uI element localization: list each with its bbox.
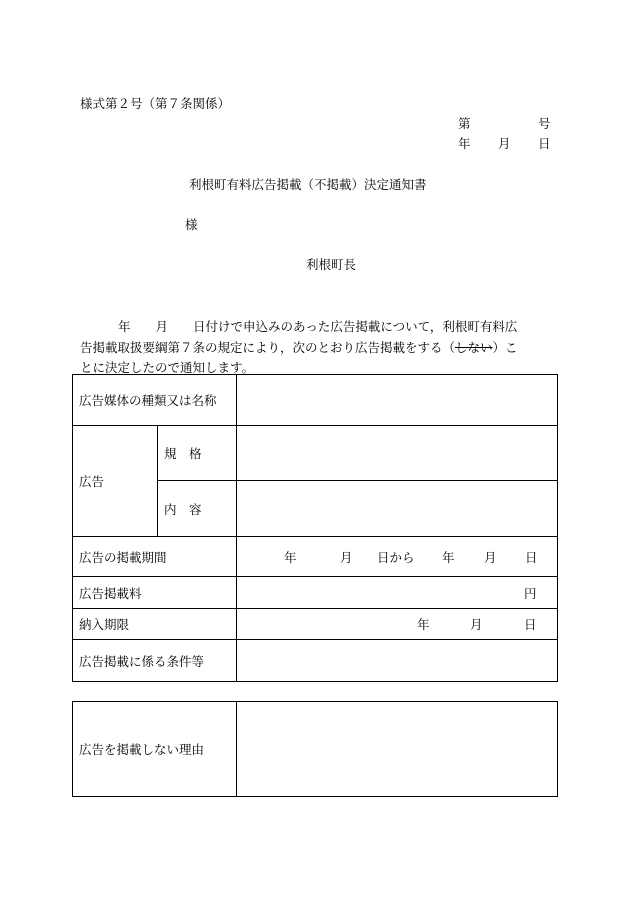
reason-label: 広告を掲載しない理由 bbox=[73, 702, 237, 797]
struck-shinai: しない bbox=[455, 339, 493, 355]
fee-label: 広告掲載料 bbox=[73, 577, 237, 609]
paragraph-line-2-a: 告掲載取扱要綱第７条の規定により，次のとおり広告掲載をする（ bbox=[80, 339, 456, 355]
fee-unit: 円 bbox=[524, 585, 537, 601]
conditions-label: 広告掲載に係る条件等 bbox=[73, 640, 237, 682]
document-title: 利根町有料広告掲載（不掲載）決定通知書 bbox=[189, 177, 427, 192]
content-value-cell[interactable] bbox=[237, 481, 558, 537]
period-month-1: 月 bbox=[340, 549, 353, 565]
date-month: 月 bbox=[498, 136, 511, 151]
notice-paragraph bbox=[80, 317, 560, 379]
paragraph-line-2-b: ）こ bbox=[492, 339, 518, 355]
date-day: 日 bbox=[538, 136, 551, 151]
content-label: 内 容 bbox=[158, 481, 237, 537]
notice-table bbox=[72, 374, 558, 682]
period-year-2: 年 bbox=[442, 549, 455, 565]
deadline-day: 日 bbox=[524, 617, 537, 632]
period-day-from: 日から bbox=[377, 549, 415, 565]
form-label: 様式第２号（第７条関係） bbox=[80, 96, 231, 111]
deadline-value-cell[interactable] bbox=[237, 609, 558, 640]
deadline-year: 年 bbox=[417, 617, 430, 632]
ad-label: 広告 bbox=[73, 426, 158, 537]
fee-value-cell[interactable] bbox=[237, 577, 558, 609]
paragraph-line-2 bbox=[80, 338, 560, 359]
period-year-1: 年 bbox=[284, 549, 297, 565]
spec-value-cell[interactable] bbox=[237, 426, 558, 481]
period-label: 広告の掲載期間 bbox=[73, 537, 237, 577]
media-value-cell[interactable] bbox=[237, 375, 558, 426]
paragraph-line-3: とに決定したので通知します。 bbox=[80, 360, 255, 375]
period-day-2: 日 bbox=[525, 549, 538, 565]
conditions-value-cell[interactable] bbox=[237, 640, 558, 682]
number-suffix: 号 bbox=[538, 116, 551, 131]
number-prefix: 第 bbox=[458, 116, 471, 131]
recipient-suffix: 様 bbox=[185, 217, 198, 232]
reason-value-cell[interactable] bbox=[237, 702, 558, 797]
date-year: 年 bbox=[458, 136, 471, 151]
paragraph-line-1: 年 月 日付けで申込みのあった広告掲載について，利根町有料広 bbox=[118, 319, 518, 334]
deadline-month: 月 bbox=[470, 617, 483, 632]
reason-table bbox=[72, 701, 558, 797]
spec-label: 規 格 bbox=[158, 426, 237, 481]
period-month-2: 月 bbox=[484, 549, 497, 565]
issuer: 利根町長 bbox=[306, 257, 357, 272]
media-label: 広告媒体の種類又は名称 bbox=[73, 375, 237, 426]
period-value-cell[interactable] bbox=[237, 537, 558, 577]
deadline-label: 納入期限 bbox=[73, 609, 237, 640]
